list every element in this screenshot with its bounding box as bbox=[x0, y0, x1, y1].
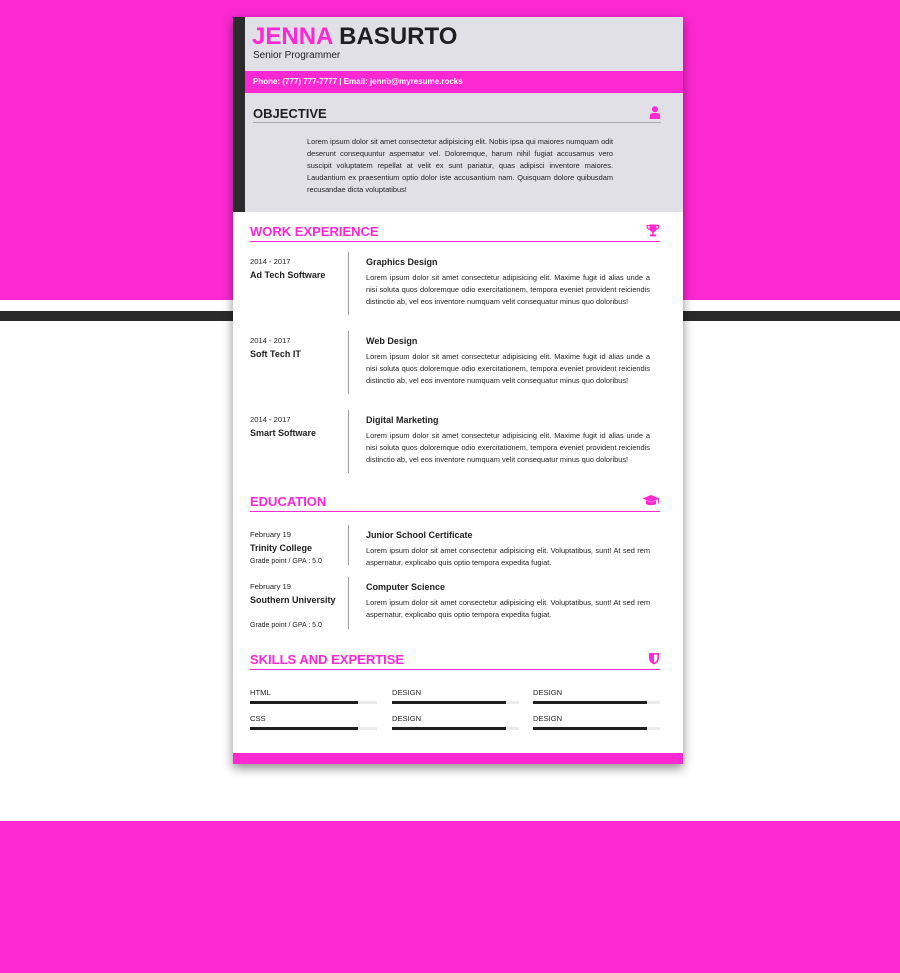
skill-bar-track bbox=[392, 727, 519, 730]
work-date: 2014 - 2017 bbox=[250, 415, 291, 424]
skill-name: DESIGN bbox=[533, 688, 563, 697]
work-date: 2014 - 2017 bbox=[250, 336, 291, 345]
skill-bar-fill bbox=[250, 727, 358, 730]
background-magenta-bottom bbox=[0, 821, 900, 973]
entry-divider bbox=[348, 252, 349, 315]
skill-name: DESIGN bbox=[533, 714, 563, 723]
work-date: 2014 - 2017 bbox=[250, 257, 291, 266]
education-date: February 19 bbox=[250, 582, 291, 591]
resume-header bbox=[233, 17, 683, 212]
skill-name: DESIGN bbox=[392, 688, 422, 697]
entry-divider bbox=[348, 577, 349, 629]
work-description: Lorem ipsum dolor sit amet consectetur adipisicing elit. Maxime fugit id alias unde a nisi soluta quos doloremque odio exercitationem, tempora eveniet provident reiciendis distinctio ab, vel eos inventore numquam velit consequatur minus quo doloribus! bbox=[366, 352, 650, 386]
education-description: Lorem ipsum dolor sit amet consectetur adipisicing elit. Voluptatibus, sunt! At sed rem aspernatur, explicabo quis optio tempora expedita fugiat. bbox=[366, 546, 650, 568]
first-name: JENNA bbox=[252, 23, 333, 50]
skill-name: HTML bbox=[250, 688, 271, 697]
last-name: BASURTO bbox=[339, 23, 458, 50]
education-degree: Computer Science bbox=[366, 582, 446, 592]
resume-footer-bar bbox=[233, 753, 683, 764]
skill-bar-track bbox=[392, 701, 519, 704]
work-role: Web Design bbox=[366, 336, 418, 346]
objective-heading: OBJECTIVE bbox=[253, 106, 327, 121]
skill-bar-track bbox=[533, 701, 660, 704]
education-heading: EDUCATION bbox=[250, 494, 327, 509]
contact-bar bbox=[245, 71, 683, 93]
education-divider bbox=[250, 511, 660, 512]
objective-text: Lorem ipsum dolor sit amet consectetur adipisicing elit. Nobis ipsa qui maiores numquam odit deserunt consequuntur aspernatur vel. Doloremque, harum nihil fugiat accusamus vero suscipit voluptatem repellat at velit ex sunt pariatur, quas adipisci inventore maiores. Laudantium ex praesentium optio dolor iste accusantium nam. Quisquam dolore quibusdam recusandae dicta voluptatibus! bbox=[307, 137, 613, 194]
skills-heading: SKILLS AND EXPERTISE bbox=[250, 652, 405, 667]
candidate-name bbox=[252, 23, 457, 51]
skill-bar-fill bbox=[392, 727, 506, 730]
entry-divider bbox=[348, 410, 349, 473]
shield-icon bbox=[648, 652, 660, 665]
work-company: Soft Tech IT bbox=[250, 349, 301, 359]
education-school: Trinity College bbox=[250, 543, 313, 553]
education-gpa: Grade point / GPA : 5.0 bbox=[250, 558, 322, 565]
header-side-bar bbox=[233, 17, 245, 212]
education-degree: Junior School Certificate bbox=[366, 530, 473, 540]
trophy-icon bbox=[646, 224, 660, 237]
entry-divider bbox=[348, 331, 349, 394]
skill-bar-fill bbox=[533, 701, 647, 704]
skill-bar-track bbox=[533, 727, 660, 730]
user-icon bbox=[649, 106, 661, 119]
work-experience-divider bbox=[250, 241, 660, 242]
work-experience-heading: WORK EXPERIENCE bbox=[250, 224, 379, 239]
work-role: Graphics Design bbox=[366, 257, 438, 267]
work-description: Lorem ipsum dolor sit amet consectetur adipisicing elit. Maxime fugit id alias unde a nisi soluta quos doloremque odio exercitationem, tempora eveniet provident reiciendis distinctio ab, vel eos inventore numquam velit consequatur minus quo doloribus! bbox=[366, 431, 650, 465]
work-role: Digital Marketing bbox=[366, 415, 439, 425]
objective-divider bbox=[253, 122, 661, 123]
skill-bar-track bbox=[250, 701, 377, 704]
skill-bar-track bbox=[250, 727, 377, 730]
education-date: February 19 bbox=[250, 530, 291, 539]
job-title: Senior Programmer bbox=[253, 50, 341, 61]
education-school: Southern University bbox=[250, 595, 336, 605]
work-company: Smart Software bbox=[250, 428, 317, 438]
skill-bar-fill bbox=[533, 727, 647, 730]
skill-bar-fill bbox=[250, 701, 358, 704]
education-gpa: Grade point / GPA : 5.0 bbox=[250, 622, 322, 629]
skill-bar-fill bbox=[392, 701, 506, 704]
education-description: Lorem ipsum dolor sit amet consectetur adipisicing elit. Voluptatibus, sunt! At sed rem aspernatur, explicabo quis optio tempora expedita fugiat. bbox=[366, 598, 650, 620]
skill-name: DESIGN bbox=[392, 714, 422, 723]
work-description: Lorem ipsum dolor sit amet consectetur adipisicing elit. Maxime fugit id alias unde a nisi soluta quos doloremque odio exercitationem, tempora eveniet provident reiciendis distinctio ab, vel eos inventore numquam velit consequatur minus quo doloribus! bbox=[366, 273, 650, 307]
contact-info: Phone: (777) 777-7777 | Email: jennb@myresume.rocks bbox=[253, 77, 463, 86]
skills-divider bbox=[250, 669, 660, 670]
entry-divider bbox=[348, 525, 349, 565]
graduation-cap-icon bbox=[642, 494, 660, 507]
skill-name: CSS bbox=[250, 714, 266, 723]
work-company: Ad Tech Software bbox=[250, 270, 326, 280]
resume-page bbox=[233, 17, 683, 764]
